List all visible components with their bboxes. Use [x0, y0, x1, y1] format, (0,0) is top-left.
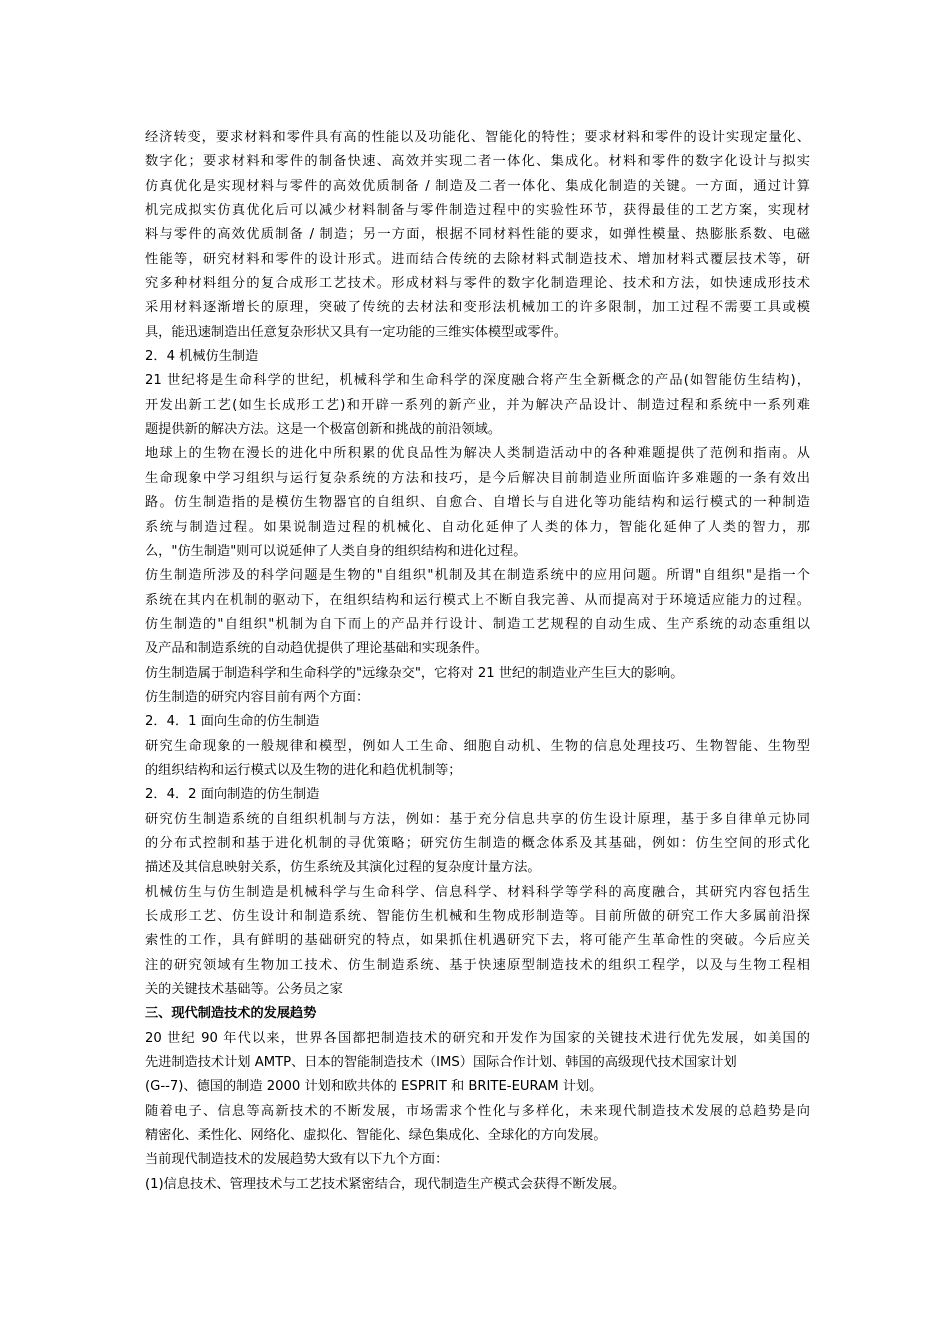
text-line: 仿真优化是实现材料与零件的高效优质制备 / 制造及二者一体化、集成化制造的关键。一方面，通过计算: [145, 178, 810, 194]
text-line: 究多种材料组分的复合成形工艺技术。形成材料与零件的数字化制造理论、技术和方法，如快速成形技术: [145, 276, 810, 292]
text-line: 性能等，研究材料和零件的设计形式。进而结合传统的去除材料式制造技术、增加材料式覆层技术等，研: [145, 251, 810, 267]
text-line: 21 世纪将是生命科学的世纪，机械科学和生命科学的深度融合将产生全新概念的产品(如智能仿生结构)，: [145, 373, 810, 389]
text-line: 研究生命现象的一般规律和模型，例如人工生命、细胞自动机、生物的信息处理技巧、生物智能、生物型: [145, 738, 810, 754]
text-line: 系统在其内在机制的驱动下，在组织结构和运行模式上不断自我完善、从而提高对于环境适应能力的过程。: [145, 592, 810, 608]
text-line: 仿生制造的"自组织"机制为自下而上的产品并行设计、制造工艺规程的自动生成、生产系统的动态重组以: [145, 616, 810, 632]
text-line: 2．4．1 面向生命的仿生制造: [145, 714, 320, 730]
text-line: 长成形工艺、仿生设计和制造系统、智能仿生机械和生物成形制造等。目前所做的研究工作大多属前沿探: [145, 909, 810, 924]
text-line: 的组织结构和运行模式以及生物的进化和趋优机制等；: [145, 762, 462, 778]
document-page: [145, 126, 810, 1197]
text-line: 地球上的生物在漫长的进化中所积累的优良品性为解决人类制造活动中的各种难题提供了范例和指南。从: [145, 446, 810, 462]
section-heading: 三、现代制造技术的发展趋势: [145, 1006, 317, 1022]
text-line: 经济转变，要求材料和零件具有高的性能以及功能化、智能化的特性；要求材料和零件的设计实现定量化、: [145, 130, 810, 145]
text-line: 注的研究领域有生物加工技术、仿生制造系统、基于快速原型制造技术的组织工程学，以及与生物工程相: [145, 957, 810, 973]
text-line: (1)信息技术、管理技术与工艺技术紧密结合，现代制造生产模式会获得不断发展。: [145, 1176, 626, 1192]
text-line: 数字化；要求材料和零件的制备快速、高效并实现二者一体化、集成化。材料和零件的数字化设计与拟实: [145, 154, 810, 170]
text-line: 及产品和制造系统的自动趋优提供了理论基础和实现条件。: [145, 641, 488, 657]
text-line: 先进制造技术计划 AMTP、日本的智能制造技术（IMS）国际合作计划、韩国的高级现代技术国家计划: [145, 1055, 737, 1071]
text-line: 当前现代制造技术的发展趋势大致有以下九个方面：: [145, 1152, 449, 1168]
text-line: 关的关键技术基础等。公务员之家: [145, 982, 343, 998]
text-line: 描述及其信息映射关系，仿生系统及其演化过程的复杂度计量方法。: [145, 860, 541, 876]
text-line: 仿生制造的研究内容目前有两个方面：: [145, 689, 370, 705]
text-line: 机械仿生与仿生制造是机械科学与生命科学、信息科学、材料科学等学科的高度融合，其研究内容包括生: [145, 884, 810, 900]
text-line: 2．4 机械仿生制造: [145, 349, 259, 365]
text-line: (G--7)、德国的制造 2000 计划和欧共体的 ESPRIT 和 BRITE-EURAM 计划。: [145, 1079, 603, 1095]
text-line: 20 世纪 90 年代以来，世界各国都把制造技术的研究和开发作为国家的关键技术进行优先发展，如美国的: [145, 1030, 810, 1046]
text-line: 精密化、柔性化、网络化、虚拟化、智能化、绿色集成化、全球化的方向发展。: [145, 1128, 607, 1144]
text-line: 题提供新的解决方法。这是一个极富创新和挑战的前沿领域。: [145, 422, 502, 438]
text-line: 路。仿生制造指的是模仿生物器官的自组织、自愈合、自增长与自进化等功能结构和运行模式的一种制造: [145, 495, 810, 511]
text-line: 机完成拟实仿真优化后可以减少材料制备与零件制造过程中的实验性环节，获得最佳的工艺方案，实现材: [145, 203, 810, 219]
text-line: 开发出新工艺(如生长成形工艺)和开辟一系列的新产业，并为解决产品设计、制造过程和系统中一系列难: [145, 397, 810, 413]
text-line: 仿生制造所涉及的科学问题是生物的"自组织"机制及其在制造系统中的应用问题。所谓"自组织"是指一个: [145, 568, 810, 584]
text-line: 索性的工作，具有鲜明的基础研究的特点，如果抓住机遇研究下去，将可能产生革命性的突破。今后应关: [145, 933, 810, 949]
text-line: 的分布式控制和基于进化机制的寻优策略；研究仿生制造的概念体系及其基础，例如：仿生空间的形式化: [145, 835, 810, 851]
text-line: 2．4．2 面向制造的仿生制造: [145, 787, 320, 803]
text-line: 料与零件的高效优质制备 / 制造；另一方面，根据不同材料性能的要求，如弹性模量、热膨胀系数、电磁: [145, 227, 810, 243]
text-line: 生命现象中学习组织与运行复杂系统的方法和技巧，是今后解决目前制造业所面临许多难题的一条有效出: [145, 470, 810, 486]
text-line: 具，能迅速制造出任意复杂形状又具有一定功能的三维实体模型或零件。: [145, 324, 567, 340]
text-line: 系统与制造过程。如果说制造过程的机械化、自动化延伸了人类的体力，智能化延伸了人类的智力，那: [145, 519, 810, 535]
text-line: 仿生制造属于制造科学和生命科学的"远缘杂交"，它将对 21 世纪的制造业产生巨大的影响。: [145, 665, 684, 681]
text-line: 采用材料逐渐增长的原理，突破了传统的去材法和变形法机械加工的许多限制，加工过程不需要工具或模: [145, 300, 810, 316]
text-line: 么，"仿生制造"则可以说延伸了人类自身的组织结构和进化过程。: [145, 543, 527, 559]
text-line: 随着电子、信息等高新技术的不断发展，市场需求个性化与多样化，未来现代制造技术发展的总趋势是向: [145, 1103, 810, 1119]
text-line: 研究仿生制造系统的自组织机制与方法，例如：基于充分信息共享的仿生设计原理，基于多自律单元协同: [145, 811, 810, 827]
